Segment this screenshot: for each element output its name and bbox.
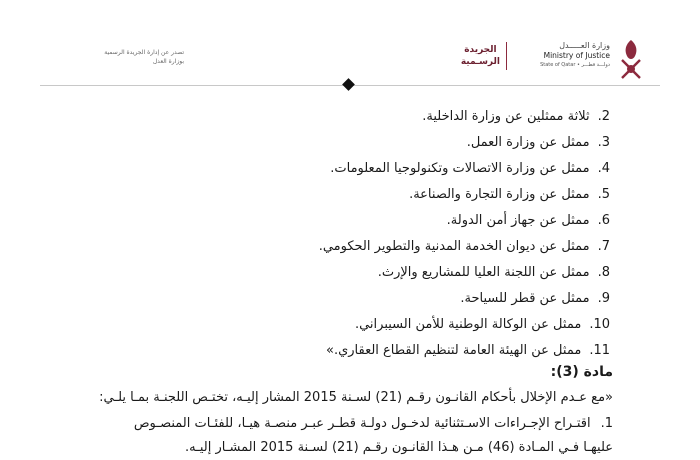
list-item xyxy=(50,104,610,130)
item-text: اقتـراح الإجـراءات الاسـتثنائية لدخـول دولـة قطـر عبـر منصـة هيـا، للفئـات المنصـوص xyxy=(133,416,591,431)
item-text: ممثل عن اللجنة العليا للمشاريع والإرث. xyxy=(377,265,590,280)
article-heading: مادة (3): xyxy=(550,364,613,380)
list-item xyxy=(50,130,610,156)
gazette-logo-line2: الرسـمية xyxy=(460,57,500,67)
qatar-emblem-icon xyxy=(618,38,644,82)
state-of-qatar-label: State of Qatar • دولـــة قطـــر xyxy=(540,62,610,68)
list-item xyxy=(50,208,610,234)
diamond-ornament-icon xyxy=(342,78,355,91)
list-item xyxy=(50,182,610,208)
item-number: 10. xyxy=(589,317,610,332)
list-item xyxy=(50,338,610,364)
publisher-note xyxy=(64,48,184,66)
item-number: 6. xyxy=(597,213,610,228)
page-header xyxy=(0,0,700,80)
ministry-name-english: Ministry of Justice xyxy=(543,51,610,60)
ministry-name-block xyxy=(540,40,610,69)
item-number: 3. xyxy=(597,135,610,150)
list-item xyxy=(50,312,610,338)
item-text: ممثل عن الهيئة العامة لتنظيم القطاع العقاري.» xyxy=(326,343,582,358)
item-text: ممثل عن الوكالة الوطنية للأمن السيبراني. xyxy=(354,317,582,332)
item-number: 11. xyxy=(589,343,610,358)
list-item xyxy=(3,412,613,436)
item-number: 1. xyxy=(600,416,613,431)
list-item xyxy=(50,286,610,312)
item-text: ممثل عن قطر للسياحة. xyxy=(460,291,590,306)
ministry-name-arabic: وزارة العـــــدل xyxy=(559,41,610,50)
members-list xyxy=(50,104,610,364)
item-text: ممثل عن جهاز أمن الدولة. xyxy=(446,213,590,228)
official-gazette-logo xyxy=(461,44,500,68)
item-number: 8. xyxy=(597,265,610,280)
publisher-note-line1: تصدر عن إدارة الجريدة الرسمية xyxy=(104,49,184,56)
list-item-continuation: عليهـا فـي المـادة (46) مـن هـذا القانـون رقـم (21) لسـنة 2015 المشـار إليـه. xyxy=(184,440,613,455)
list-item xyxy=(50,260,610,286)
list-item xyxy=(50,156,610,182)
item-number: 5. xyxy=(597,187,610,202)
article-intro: «مع عـدم الإخلال بأحكام القانـون رقـم (21) لسـنة 2015 المشار إليـه، تختـص اللجنـة بمـا يلـي: xyxy=(99,390,613,405)
item-number: 4. xyxy=(597,161,610,176)
item-text: ممثل عن وزارة العمل. xyxy=(466,135,590,150)
publisher-note-line2: بوزارة العدل xyxy=(152,58,184,65)
gazette-logo-line1: الجريدة xyxy=(464,45,497,55)
item-number: 9. xyxy=(597,291,610,306)
item-number: 2. xyxy=(597,109,610,124)
header-separator xyxy=(506,42,507,70)
list-item xyxy=(50,234,610,260)
item-text: ممثل عن وزارة الاتصالات وتكنولوجيا المعلومات. xyxy=(330,161,590,176)
item-text: ممثل عن وزارة التجارة والصناعة. xyxy=(409,187,590,202)
item-text: ثلاثة ممثلين عن وزارة الداخلية. xyxy=(422,109,590,124)
item-text: ممثل عن ديوان الخدمة المدنية والتطوير الحكومي. xyxy=(318,239,590,254)
item-number: 7. xyxy=(597,239,610,254)
article-items-list xyxy=(3,412,613,460)
